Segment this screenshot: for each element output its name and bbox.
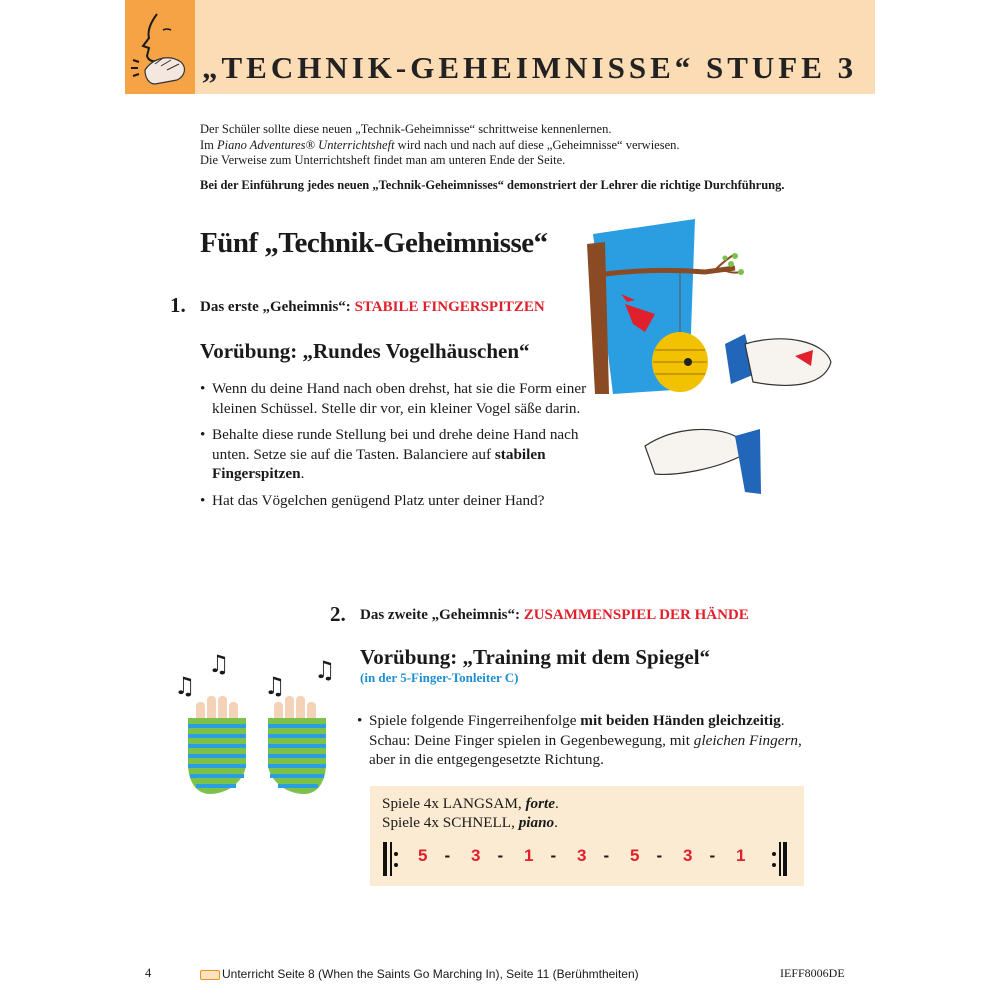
sequence-finger-number: 1 [524, 846, 534, 865]
secret1-bullets [200, 379, 600, 517]
secret1-number: 1. [170, 293, 186, 317]
hand-face-icon [125, 0, 195, 94]
svg-text:♫: ♫ [208, 650, 230, 678]
intro-line-3: Die Verweise zum Unterrichtsheft findet man am unteren Ende der Seite. [200, 153, 566, 167]
sequence-dash: - [550, 846, 557, 865]
sequence-dash: - [709, 846, 716, 865]
exercise-line-1: Spiele 4x LANGSAM, forte. [382, 795, 559, 812]
secret1-exercise-title: Vorübung: „Rundes Vogelhäuschen“ [200, 339, 530, 363]
exercise-box [370, 786, 804, 886]
list-item: • Spiele folgende Fingerreihenfolge mit beiden Händen gleichzeitig. Schau: Deine Finger spielen in Gegenbewegung, mit gleichen Fingern, aber in die entgegengesetzte Richtung. [357, 711, 817, 770]
secret2-exercise-title: Vorübung: „Training mit dem Spiegel“ [360, 645, 711, 669]
sequence-finger-number: 3 [471, 846, 481, 865]
svg-text:♫: ♫ [314, 656, 336, 684]
sequence-finger-number: 5 [630, 846, 640, 865]
list-item: • Hat das Vögelchen genügend Platz unter deiner Hand? [200, 491, 600, 511]
footer-code: IEFF8006DE [780, 966, 845, 980]
svg-text:♫: ♫ [174, 672, 196, 700]
secret2-heading: Das zweite „Geheimnis“: ZUSAMMENSPIEL DER HÄNDE [360, 607, 749, 623]
secret1-name: STABILE FINGERSPITZEN [354, 299, 545, 315]
sequence-dash: - [444, 846, 451, 865]
svg-text:♫: ♫ [264, 672, 286, 700]
secret2-bullets [357, 711, 817, 777]
birdhouse-illustration [585, 214, 835, 504]
list-item: • Behalte diese runde Stellung bei und drehe deine Hand nach unten. Setze sie auf die Tasten. Balanciere auf stabilen Fingerspitzen. [200, 425, 600, 484]
intro-bold-line: Bei der Einführung jedes neuen „Technik-Geheimnisses“ demonstriert der Lehrer die richtige Durchführung. [200, 177, 785, 192]
repeat-start-sign [383, 842, 399, 876]
sequence-finger-number: 3 [577, 846, 587, 865]
intro-line-2: Im Piano Adventures® Unterrichtsheft wird nach und nach auf diese „Geheimnisse“ verwiesen. [200, 137, 680, 152]
exercise-line-2: Spiele 4x SCHNELL, piano. [382, 814, 558, 831]
page-number: 4 [145, 966, 152, 980]
book-icon [200, 970, 220, 980]
sequence-dash: - [603, 846, 610, 865]
sequence-finger-number: 5 [418, 846, 428, 865]
secret2-name: ZUSAMMENSPIEL DER HÄNDE [523, 607, 749, 623]
gloves-illustration [170, 648, 350, 798]
intro-text [200, 122, 840, 193]
list-item: • Wenn du deine Hand nach oben drehst, hat sie die Form einer kleinen Schüssel. Stelle dir vor, ein kleiner Vogel säße darin. [200, 379, 600, 418]
page-title: „TECHNIK-GEHEIMNISSE“ STUFE 3 [202, 50, 858, 85]
footer-reference: Unterricht Seite 8 (When the Saints Go Marching In), Seite 11 (Berühmtheiten) [200, 967, 639, 981]
secret2-number: 2. [330, 602, 346, 626]
main-heading: Fünf „Technik-Geheimnisse“ [200, 227, 548, 259]
secret2-subtitle: (in der 5-Finger-Tonleiter C) [360, 670, 519, 685]
sequence-finger-number: 3 [683, 846, 693, 865]
sequence-dash: - [497, 846, 504, 865]
finger-sequence [418, 846, 758, 872]
sequence-dash: - [656, 846, 663, 865]
intro-line-1: Der Schüler sollte diese neuen „Technik-Geheimnisse“ schrittweise kennenlernen. [200, 122, 612, 136]
repeat-end-sign [772, 842, 788, 876]
sequence-finger-number: 1 [736, 846, 746, 865]
secret1-heading: Das erste „Geheimnis“: STABILE FINGERSPITZEN [200, 299, 545, 315]
